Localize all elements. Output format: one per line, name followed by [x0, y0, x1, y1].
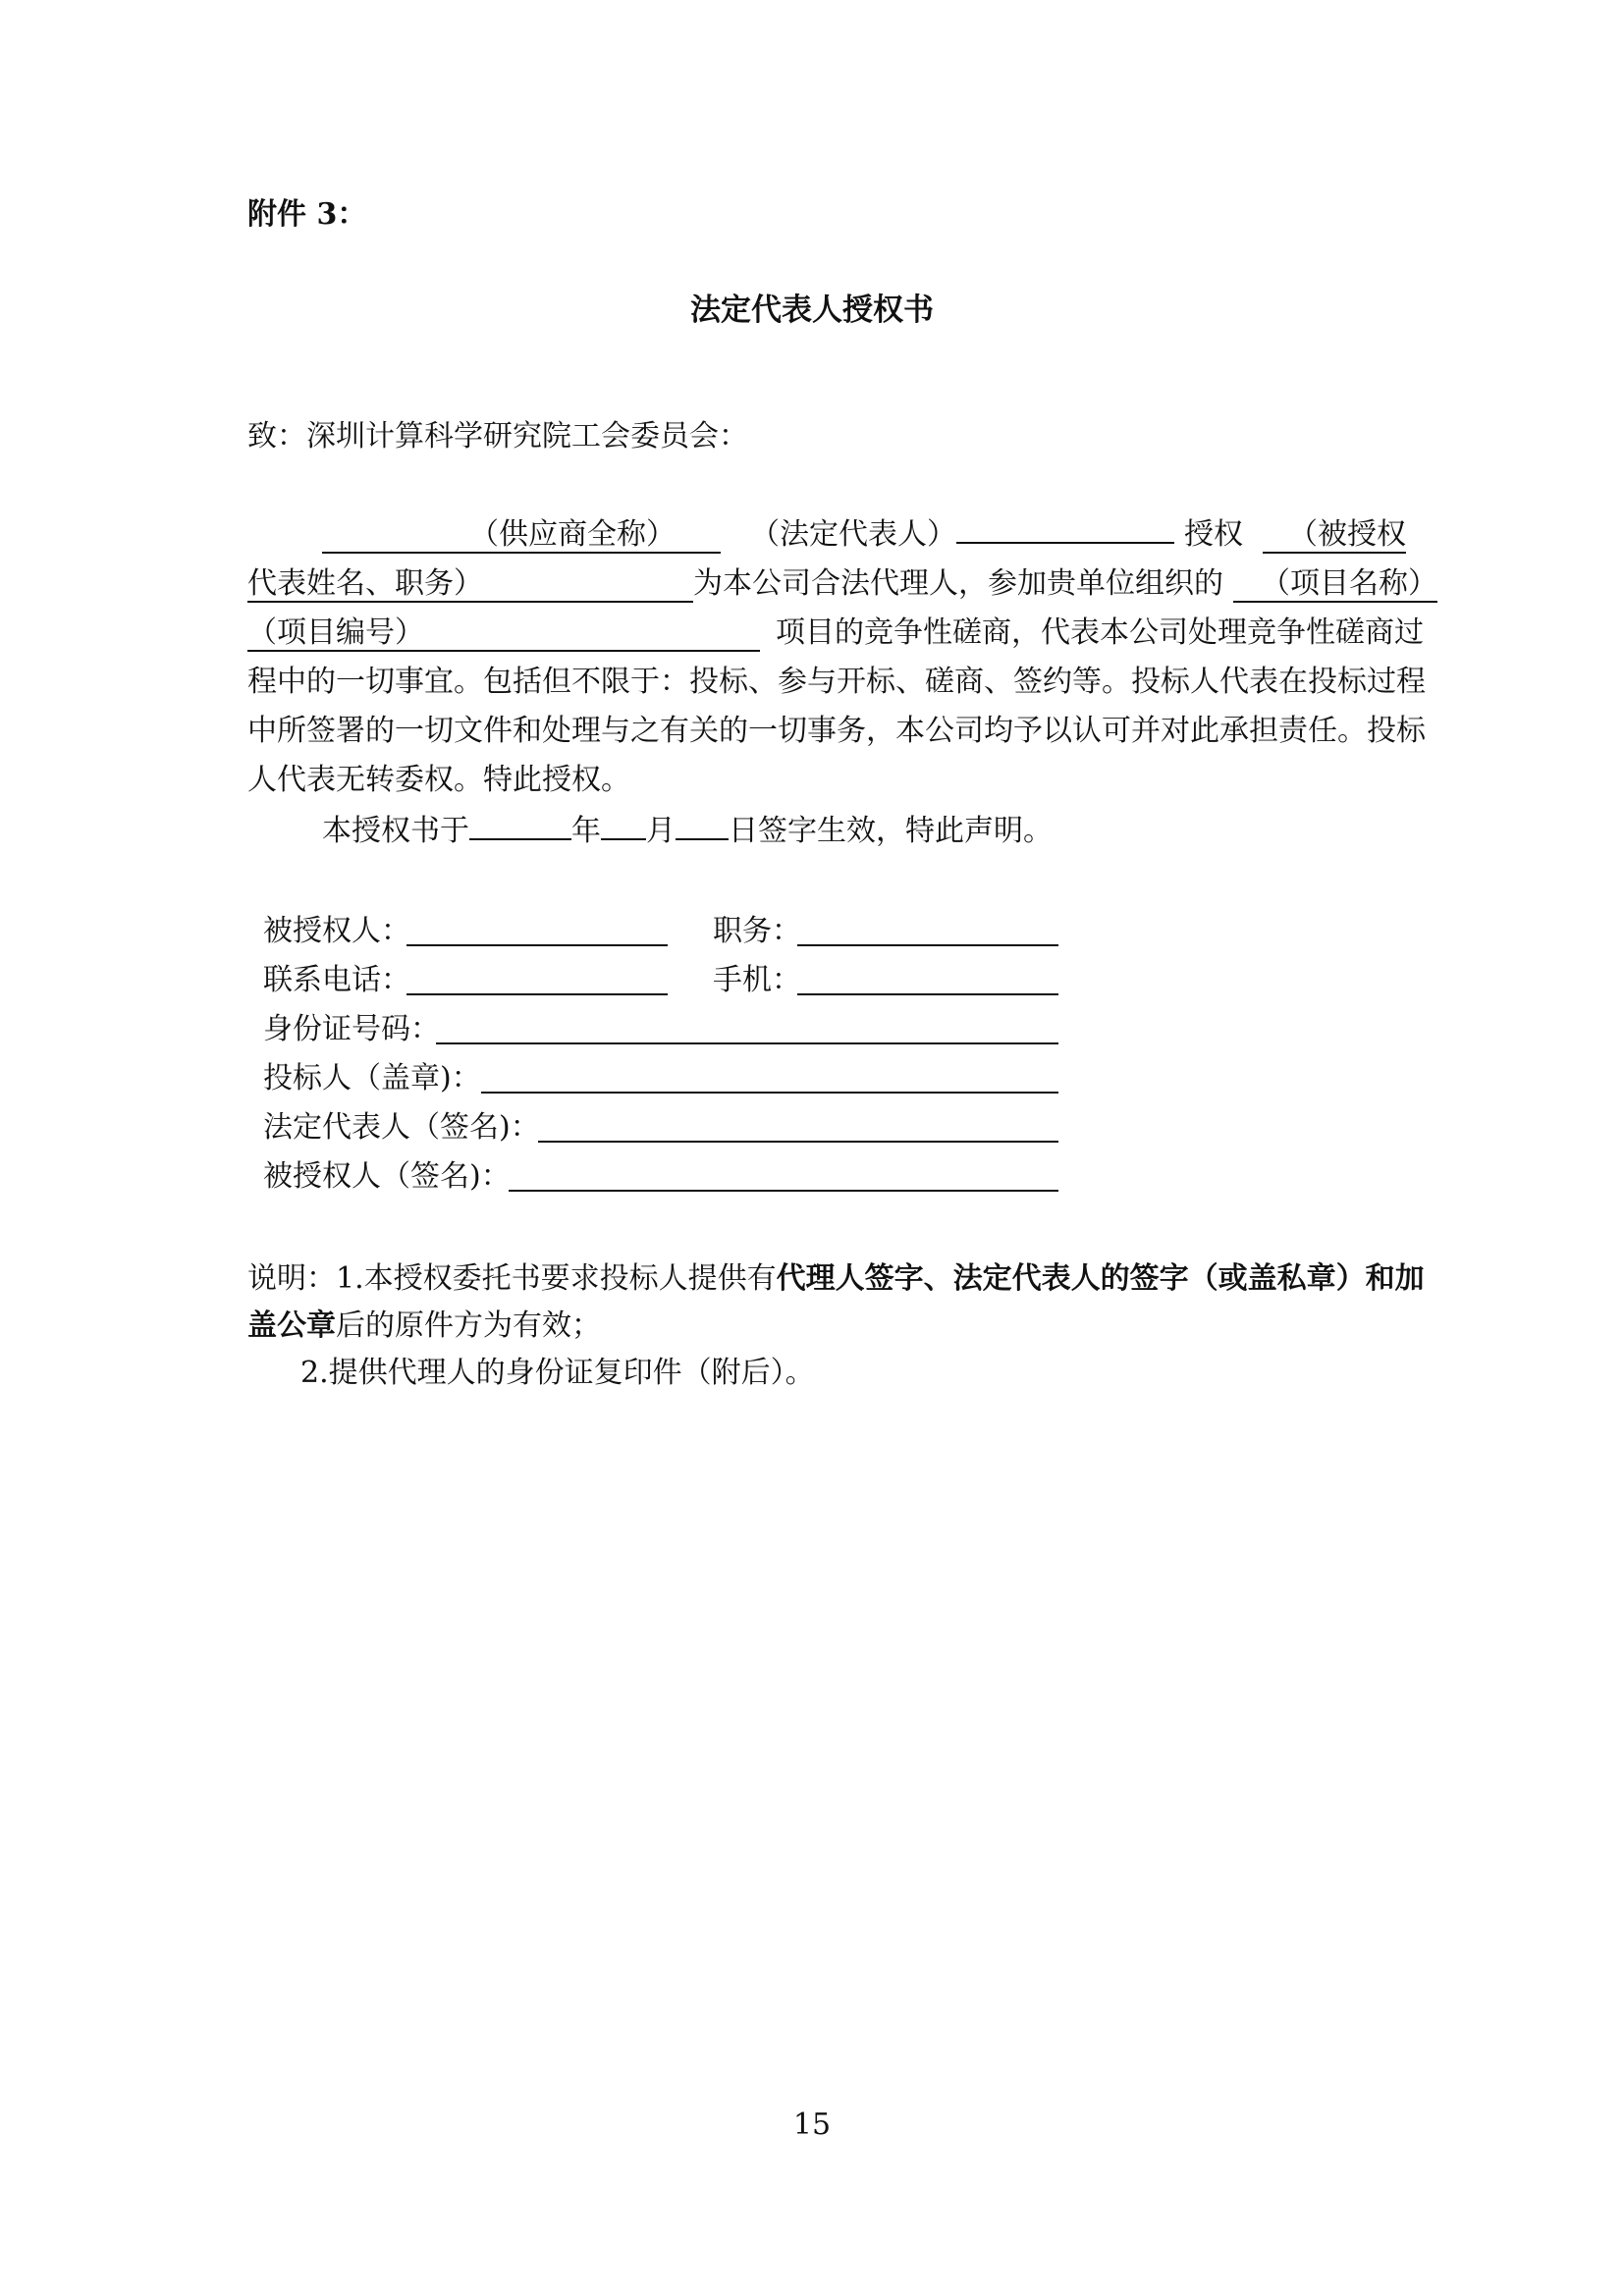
body-line-6: 人代表无转委权。特此授权。: [247, 763, 630, 797]
effective-date-line: [322, 807, 1461, 856]
body-line-4: 程中的一切事宜。包括但不限于：投标、参与开标、磋商、签约等。投标人代表在投标过程: [247, 665, 1426, 699]
legal-rep-placeholder: （法定代表人）: [750, 517, 956, 552]
mobile-field[interactable]: [797, 993, 1058, 995]
project-name-blank: [1233, 566, 1437, 603]
project-no-blank: [247, 615, 760, 652]
id-number-label: 身份证号码：: [263, 1012, 440, 1046]
year-blank: [469, 809, 571, 840]
project-name-placeholder: （项目名称）: [1261, 566, 1437, 601]
note-1-bold-2: 盖公章: [247, 1308, 336, 1343]
effective-prefix: 本授权书于: [322, 814, 469, 848]
mobile-label: 手机：: [713, 963, 801, 997]
authorized-rep-blank-a: [1263, 517, 1406, 554]
authorized-person-field[interactable]: [406, 944, 668, 946]
authorized-sign-field[interactable]: [509, 1190, 1058, 1192]
document-title: 法定代表人授权书: [690, 293, 934, 328]
month-label: 月: [646, 814, 676, 848]
body-line-3: [247, 609, 1424, 658]
phone-label: 联系电话：: [263, 963, 410, 997]
bidder-seal-field[interactable]: [481, 1092, 1058, 1094]
year-label: 年: [571, 814, 601, 848]
authorized-person-label: 被授权人：: [263, 914, 410, 948]
body-line-1: [247, 510, 1406, 560]
day-blank: [676, 809, 729, 840]
agent-text: 为本公司合法代理人，参加贵单位组织的: [693, 566, 1223, 601]
supplier-blank: [322, 517, 721, 554]
authorized-rep-blank-b: [247, 566, 693, 603]
addressee: 致：深圳计算科学研究院工会委员会：: [247, 419, 748, 454]
attachment-label: 附件 3：: [247, 197, 367, 232]
supplier-placeholder: （供应商全称）: [469, 517, 676, 552]
authorized-rep-placeholder-a: （被授权: [1288, 517, 1406, 552]
note-1-line-1: [247, 1255, 1425, 1304]
note-1-bold: 代理人签字、法定代表人的签字（或盖私章）和加: [776, 1261, 1425, 1296]
bidder-seal-label: 投标人（盖章)：: [263, 1061, 481, 1095]
note-1-prefix: 说明：1.本授权委托书要求投标人提供有: [247, 1261, 777, 1296]
authorized-rep-placeholder-b: 代表姓名、职务）: [247, 566, 483, 601]
position-label: 职务：: [713, 914, 801, 948]
day-suffix: 日签字生效，特此声明。: [729, 814, 1053, 848]
project-no-placeholder: （项目编号）: [247, 615, 424, 650]
legal-rep-sign-label: 法定代表人（签名)：: [263, 1110, 540, 1145]
legal-rep-blank: [956, 512, 1174, 544]
position-field[interactable]: [797, 944, 1058, 946]
body-line-5: 中所签署的一切文件和处理与之有关的一切事务，本公司均予以认可并对此承担责任。投标: [247, 714, 1426, 748]
body-line-2: [247, 560, 1437, 609]
note-1-suffix: 后的原件方为有效；: [336, 1308, 601, 1343]
month-blank: [601, 809, 646, 840]
id-number-field[interactable]: [436, 1042, 1058, 1044]
authorized-sign-label: 被授权人（签名)：: [263, 1159, 511, 1194]
authorize-word: 授权: [1184, 517, 1243, 552]
page-number: 15: [792, 2108, 832, 2142]
note-1-line-2: [247, 1302, 1386, 1351]
note-2: 2.提供代理人的身份证复印件（附后）。: [300, 1356, 815, 1390]
body-line-3-text: 项目的竞争性磋商，代表本公司处理竞争性磋商过: [776, 615, 1424, 650]
legal-rep-sign-field[interactable]: [538, 1141, 1058, 1143]
phone-field[interactable]: [406, 993, 668, 995]
